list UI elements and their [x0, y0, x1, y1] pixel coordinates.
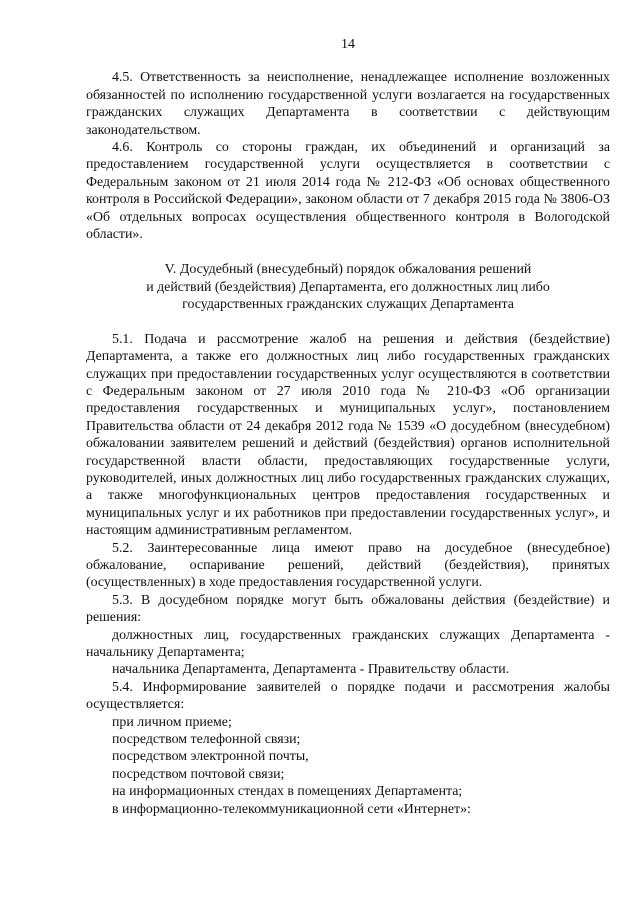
list-item: посредством электронной почты,: [112, 749, 309, 765]
paragraph-5-1: 5.1. Подача и рассмотрение жалоб на решения и действия (бездействие) Департамента, а также его должностных лиц либо государственных гражданских служащих при предоставлении государственных услуг осуществляются в соответствии с Федеральным законом от 27 июля 2010 года № 210-ФЗ «Об организации предоставления государственных и муниципальных услуг», постановлением Правительства области от 24 декабря 2012 года № 1539 «О досудебном (внесудебном) обжаловании заявителем решений и действий (бездействия) органов исполнительной государственной власти области, предоставляющих государственные услуги, руководителей, иных должностных лиц либо государственных гражданских служащих, а также многофункциональных центров предоставления государственных и муниципальных услуг и их работников при предоставлении государственных услуг», и настоящим административным регламентом.: [86, 331, 610, 539]
list-item: при личном приеме;: [112, 714, 232, 730]
paragraph-4-5: 4.5. Ответственность за неисполнение, ненадлежащее исполнение возложенных обязанностей по исполнению государственной услуги возлагается на государственных гражданских служащих Департамента в соответствии с действующим законодательством.: [86, 70, 610, 138]
list-item: посредством телефонной связи;: [112, 732, 301, 748]
section-heading-line: и действий (бездействия) Департамента, его должностных лиц либо: [146, 279, 550, 295]
paragraph-appeal-head: начальника Департамента, Департамента - Правительству области.: [112, 662, 510, 678]
paragraph-appeal-officials: должностных лиц, государственных гражданских служащих Департамента - начальнику Департамента;: [86, 627, 610, 660]
section-heading-line: государственных гражданских служащих Департамента: [182, 297, 514, 313]
document-page: [86, 36, 610, 818]
paragraph-5-3: 5.3. В досудебном порядке могут быть обжалованы действия (бездействие) и решения:: [86, 592, 610, 626]
list-item: на информационных стендах в помещениях Департамента;: [112, 784, 463, 800]
paragraph-5-2: 5.2. Заинтересованные лица имеют право на досудебное (внесудебное) обжалование, оспаривание решений, действий (бездействия), принятых (осуществленных) в ходе предоставления государственной услуги.: [86, 540, 610, 591]
section-heading-line: V. Досудебный (внесудебный) порядок обжалования решений: [164, 262, 532, 278]
list-item: в информационно-телекоммуникационной сети «Интернет»:: [112, 801, 471, 817]
page-number: 14: [341, 37, 355, 52]
list-item: посредством почтовой связи;: [112, 766, 285, 782]
paragraph-4-6: 4.6. Контроль со стороны граждан, их объединений и организаций за предоставлением государственной услуги осуществляется в соответствии с Федеральным законом от 21 июля 2014 года № 212-ФЗ «Об основах общественного контроля в Российской Федерации», законом области от 7 декабря 2015 года № 3806-ОЗ «Об отдельных вопросах осуществления общественного контроля в Вологодской области».: [86, 140, 610, 243]
section-heading: [86, 261, 610, 313]
paragraph-5-4: 5.4. Информирование заявителей о порядке подачи и рассмотрения жалобы осуществляется:: [86, 679, 610, 713]
